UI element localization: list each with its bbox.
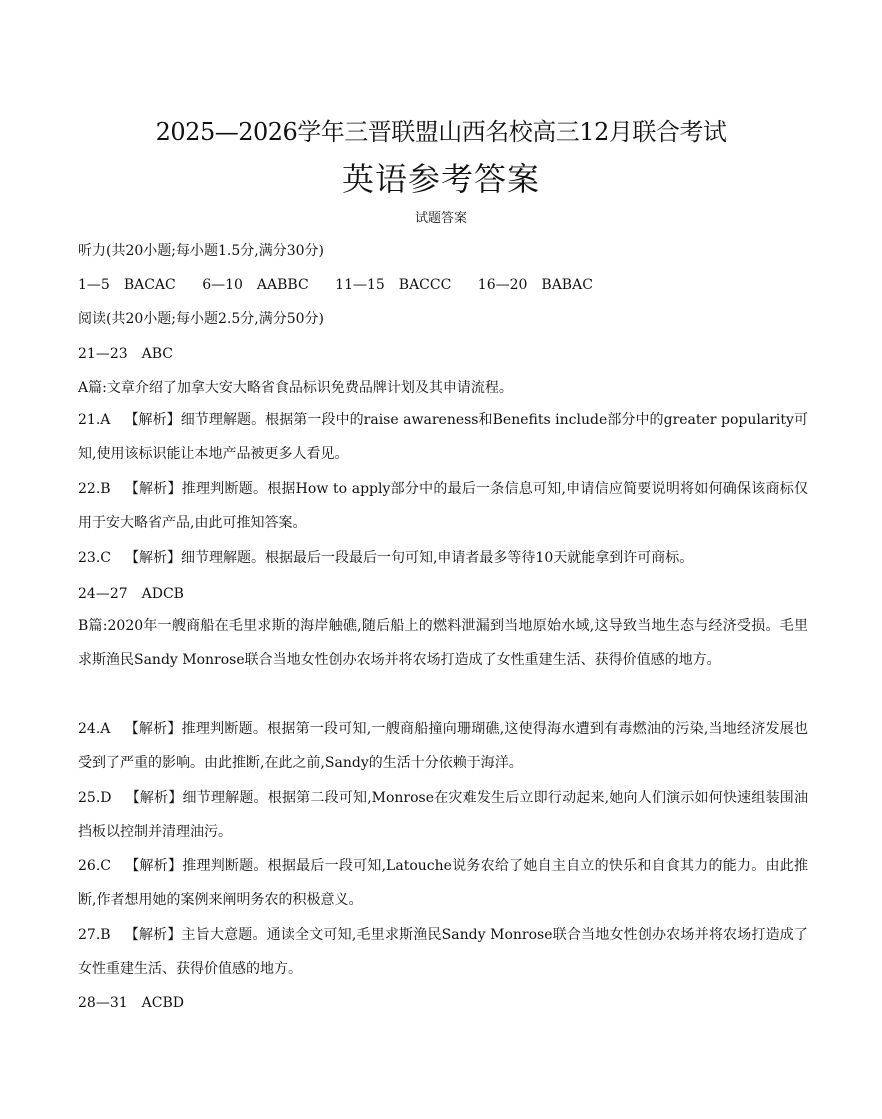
q22-explanation bbox=[78, 472, 808, 540]
q23-number: 23.C bbox=[78, 550, 111, 566]
q25-number: 25.D bbox=[78, 790, 112, 806]
passage-a-summary: A篇:文章介绍了加拿大安大略省食品标识免费品牌计划及其申请流程。 bbox=[78, 380, 513, 396]
q24-explanation bbox=[78, 712, 808, 780]
q27-text: 主旨大意题。通读全文可知,毛里求斯渔民Sandy Monrose联合当地女性创办农场并将农场打造成了女性重建生活、获得价值感的地方。 bbox=[78, 927, 808, 977]
listening-group-3: 11—15 BACCC bbox=[335, 277, 452, 293]
q27-explanation bbox=[78, 918, 808, 986]
listening-group-4: 16—20 BABAC bbox=[477, 277, 593, 293]
q21-tag: 【解析】 bbox=[124, 412, 181, 428]
group-a-answers: 21—23 ABC bbox=[78, 346, 173, 362]
q26-tag: 【解析】 bbox=[124, 858, 183, 874]
q23-text: 细节理解题。根据最后一段最后一句可知,申请者最多等待10天就能拿到许可商标。 bbox=[180, 550, 694, 566]
q23-explanation bbox=[78, 541, 808, 575]
q22-tag: 【解析】 bbox=[124, 481, 182, 497]
section-label: 试题答案 bbox=[414, 211, 467, 226]
subject-title: 英语参考答案 bbox=[341, 160, 540, 198]
q24-text: 推理判断题。根据第一段可知,一艘商船撞向珊瑚礁,这使得海水遭到有毒燃油的污染,当地经济发展也受到了严重的影响。由此推断,在此之前,Sandy的生活十分依赖于海洋。 bbox=[78, 721, 808, 771]
listening-group-2: 6—10 AABBC bbox=[202, 277, 309, 293]
q24-number: 24.A bbox=[78, 721, 111, 737]
q25-explanation bbox=[78, 781, 808, 849]
q25-tag: 【解析】 bbox=[125, 790, 183, 806]
q26-text: 推理判断题。根据最后一段可知,Latouche说务农给了她自主自立的快乐和自食其力的能力。由此推断,作者想用她的案例来阐明务农的积极意义。 bbox=[78, 858, 808, 908]
q27-number: 27.B bbox=[78, 927, 111, 943]
group-b-answers: 24—27 ADCB bbox=[78, 586, 184, 602]
listening-answers bbox=[78, 274, 615, 294]
listening-group-1: 1—5 BACAC bbox=[78, 277, 176, 293]
exam-title: 2025—2026学年三晋联盟山西名校高三12月联合考试 bbox=[155, 118, 727, 146]
q21-number: 21.A bbox=[78, 412, 111, 428]
reading-heading: 阅读(共20小题;每小题2.5分,满分50分) bbox=[78, 311, 324, 327]
q25-text: 细节理解题。根据第二段可知,Monrose在灾难发生后立即行动起来,她向人们演示如何快速组装围油挡板以控制并清理油污。 bbox=[78, 790, 808, 840]
q23-tag: 【解析】 bbox=[124, 550, 181, 566]
q22-text: 推理判断题。根据How to apply部分中的最后一条信息可知,申请信应简要说明将如何确保该商标仅用于安大略省产品,由此可推知答案。 bbox=[78, 481, 809, 531]
group-c-answers: 28—31 ACBD bbox=[78, 995, 184, 1011]
q21-text: 细节理解题。根据第一段中的raise awareness和Benefits include部分中的greater popularity可知,使用该标识能让本地产品被更多人看见。 bbox=[78, 412, 808, 462]
q26-number: 26.C bbox=[78, 858, 111, 874]
listening-heading: 听力(共20小题;每小题1.5分,满分30分) bbox=[78, 243, 324, 259]
q22-number: 22.B bbox=[78, 481, 111, 497]
q21-explanation bbox=[78, 403, 808, 471]
q26-explanation bbox=[78, 849, 808, 917]
q27-tag: 【解析】 bbox=[124, 927, 182, 943]
q24-tag: 【解析】 bbox=[124, 721, 182, 737]
passage-b-summary: B篇:2020年一艘商船在毛里求斯的海岸触礁,随后船上的燃料泄漏到当地原始水域,这导致当地生态与经济受损。毛里求斯渔民Sandy Monrose联合当地女性创办农场并将农场打造成了女性重建生活、获得价值感的地方。 bbox=[78, 618, 808, 668]
